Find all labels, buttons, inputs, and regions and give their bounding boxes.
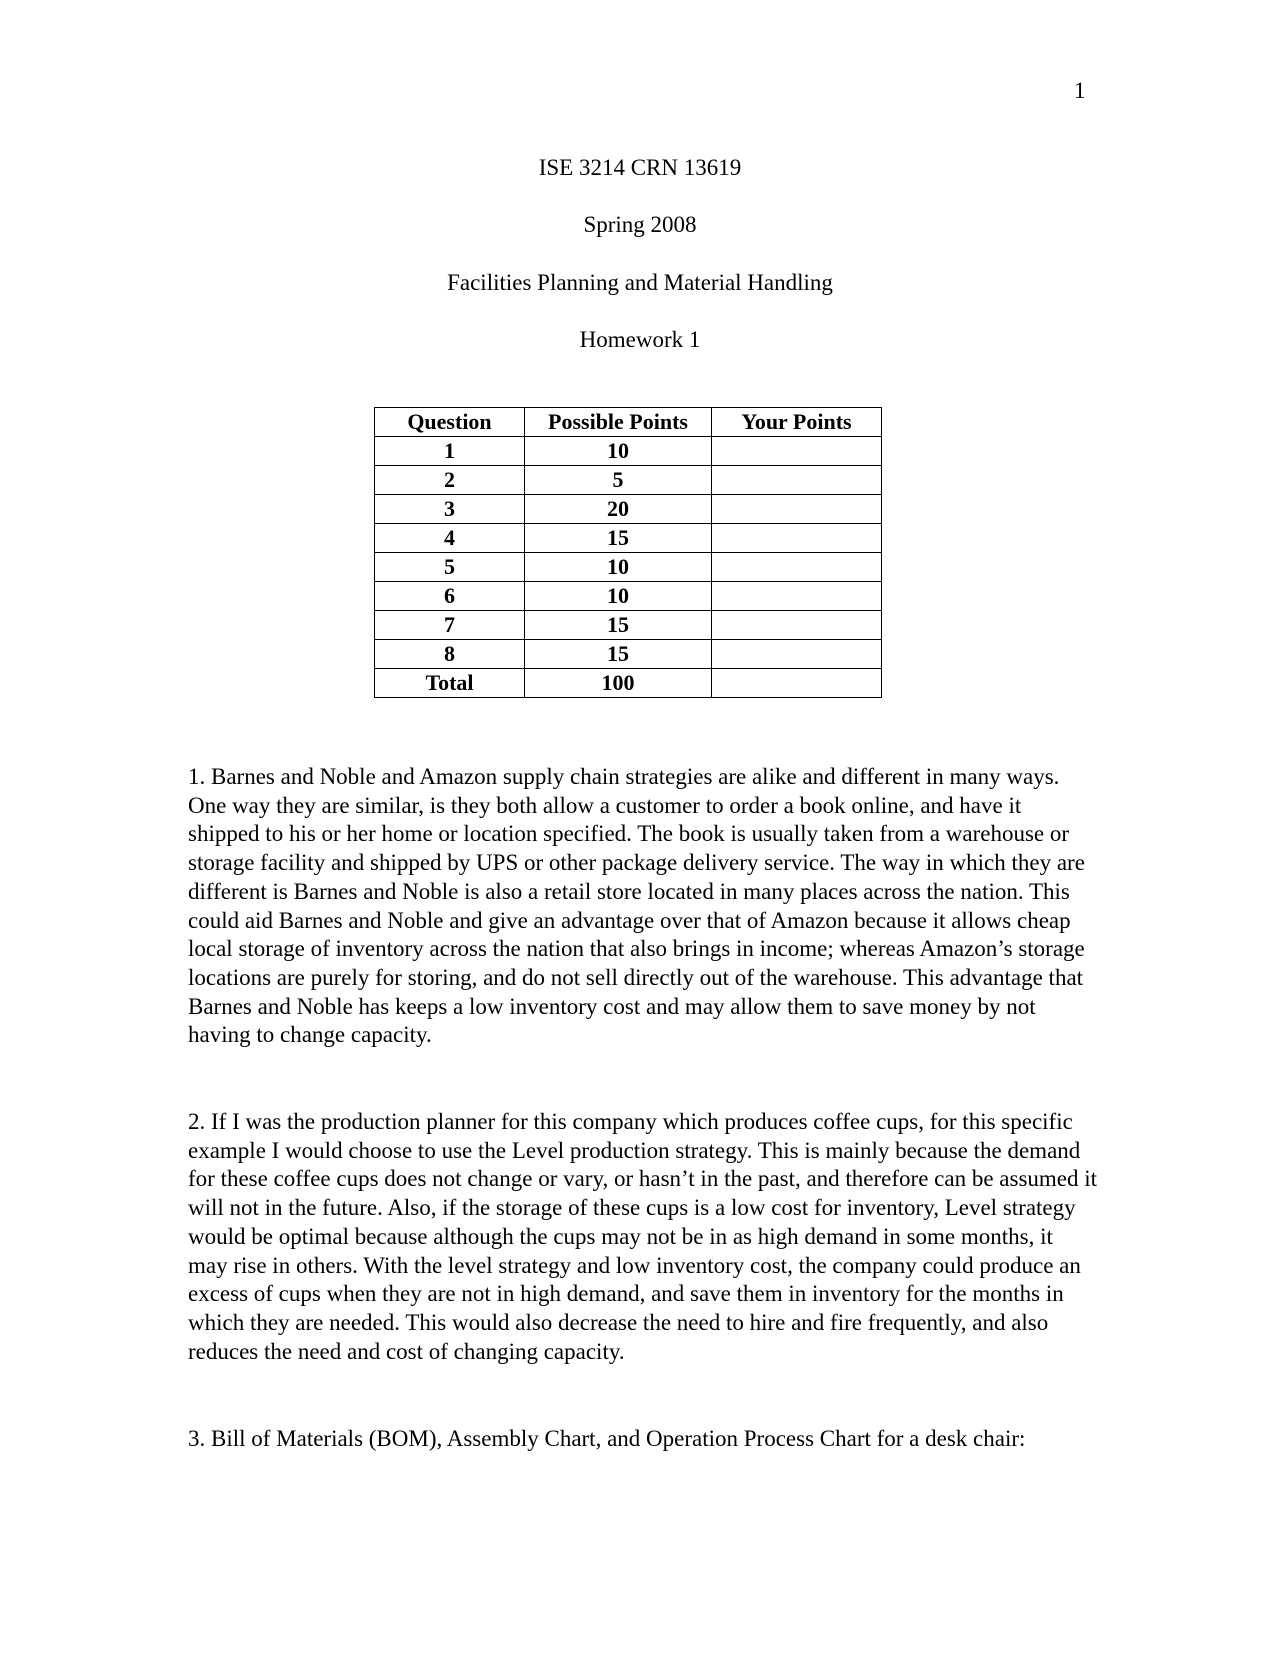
cell-question: 6 <box>375 582 525 611</box>
cell-question: 3 <box>375 495 525 524</box>
header-question: Question <box>375 408 525 437</box>
assignment-heading <box>0 327 1280 353</box>
course-code: ISE 3214 CRN 13619 <box>538 155 742 180</box>
cell-question: 4 <box>375 524 525 553</box>
cell-possible: 10 <box>525 553 712 582</box>
table-row <box>375 524 882 553</box>
answer-2-paragraph: 2. If I was the production planner for this company which produces coffee cups, for this specific example I would choose to use the Level production strategy. This is mainly because the demand for these coffee cups does not change or vary, or hasn’t in the past, and therefore can be assumed it will not in the future. Also, if the storage of these cups is a low cost for inventory, Level strategy would be optimal because although the cups may not be in as high demand in some months, it may rise in others. With the level strategy and low inventory cost, the company could produce an excess of cups when they are not in high demand, and save them in inventory for the months in which they are needed. This would also decrease the need to hire and fire frequently, and also reduces the need and cost of changing capacity. <box>188 1109 1098 1364</box>
table-total-row <box>375 669 882 698</box>
cell-possible: 10 <box>525 582 712 611</box>
cell-yours <box>712 640 882 669</box>
term-label: Spring 2008 <box>583 212 697 237</box>
cell-yours <box>712 437 882 466</box>
term-heading <box>0 212 1280 238</box>
cell-question: 1 <box>375 437 525 466</box>
cell-yours <box>712 553 882 582</box>
table-row <box>375 611 882 640</box>
cell-yours <box>712 582 882 611</box>
cell-yours <box>712 495 882 524</box>
cell-question: 5 <box>375 553 525 582</box>
course-title: Facilities Planning and Material Handling <box>447 270 833 295</box>
table-row <box>375 582 882 611</box>
table-row <box>375 466 882 495</box>
table-row <box>375 553 882 582</box>
course-title-heading <box>0 270 1280 296</box>
table-row <box>375 495 882 524</box>
cell-possible: 20 <box>525 495 712 524</box>
cell-question: 2 <box>375 466 525 495</box>
table-row <box>375 437 882 466</box>
cell-yours <box>712 466 882 495</box>
score-table <box>374 407 882 698</box>
header-your-points: Your Points <box>712 408 882 437</box>
cell-possible: 100 <box>525 669 712 698</box>
assignment-title: Homework 1 <box>579 327 701 352</box>
table-row <box>375 640 882 669</box>
cell-question: Total <box>375 669 525 698</box>
cell-yours <box>712 611 882 640</box>
cell-yours <box>712 669 882 698</box>
cell-possible: 15 <box>525 611 712 640</box>
answer-1-paragraph: 1. Barnes and Noble and Amazon supply chain strategies are alike and different in many ways. One way they are similar, is they both allow a customer to order a book online, and have it shipped to his or her home or location specified. The book is usually taken from a warehouse or storage facility and shipped by UPS or other package delivery service. The way in which they are different is Barnes and Noble is also a retail store located in many places across the nation. This could aid Barnes and Noble and give an advantage over that of Amazon because it allows cheap local storage of inventory across the nation that also brings in income; whereas Amazon’s storage locations are purely for storing, and do not sell directly out of the warehouse. This advantage that Barnes and Noble has keeps a low inventory cost and may allow them to save money by not having to change capacity. <box>188 764 1085 1048</box>
score-table-header-row <box>375 408 882 437</box>
cell-possible: 15 <box>525 640 712 669</box>
course-heading <box>0 155 1280 181</box>
cell-question: 8 <box>375 640 525 669</box>
page-number: 1 <box>1074 78 1086 103</box>
answer-3-paragraph: 3. Bill of Materials (BOM), Assembly Chart, and Operation Process Chart for a desk chair: <box>188 1426 1026 1451</box>
cell-yours <box>712 524 882 553</box>
cell-possible: 5 <box>525 466 712 495</box>
cell-question: 7 <box>375 611 525 640</box>
cell-possible: 15 <box>525 524 712 553</box>
header-possible-points: Possible Points <box>525 408 712 437</box>
cell-possible: 10 <box>525 437 712 466</box>
